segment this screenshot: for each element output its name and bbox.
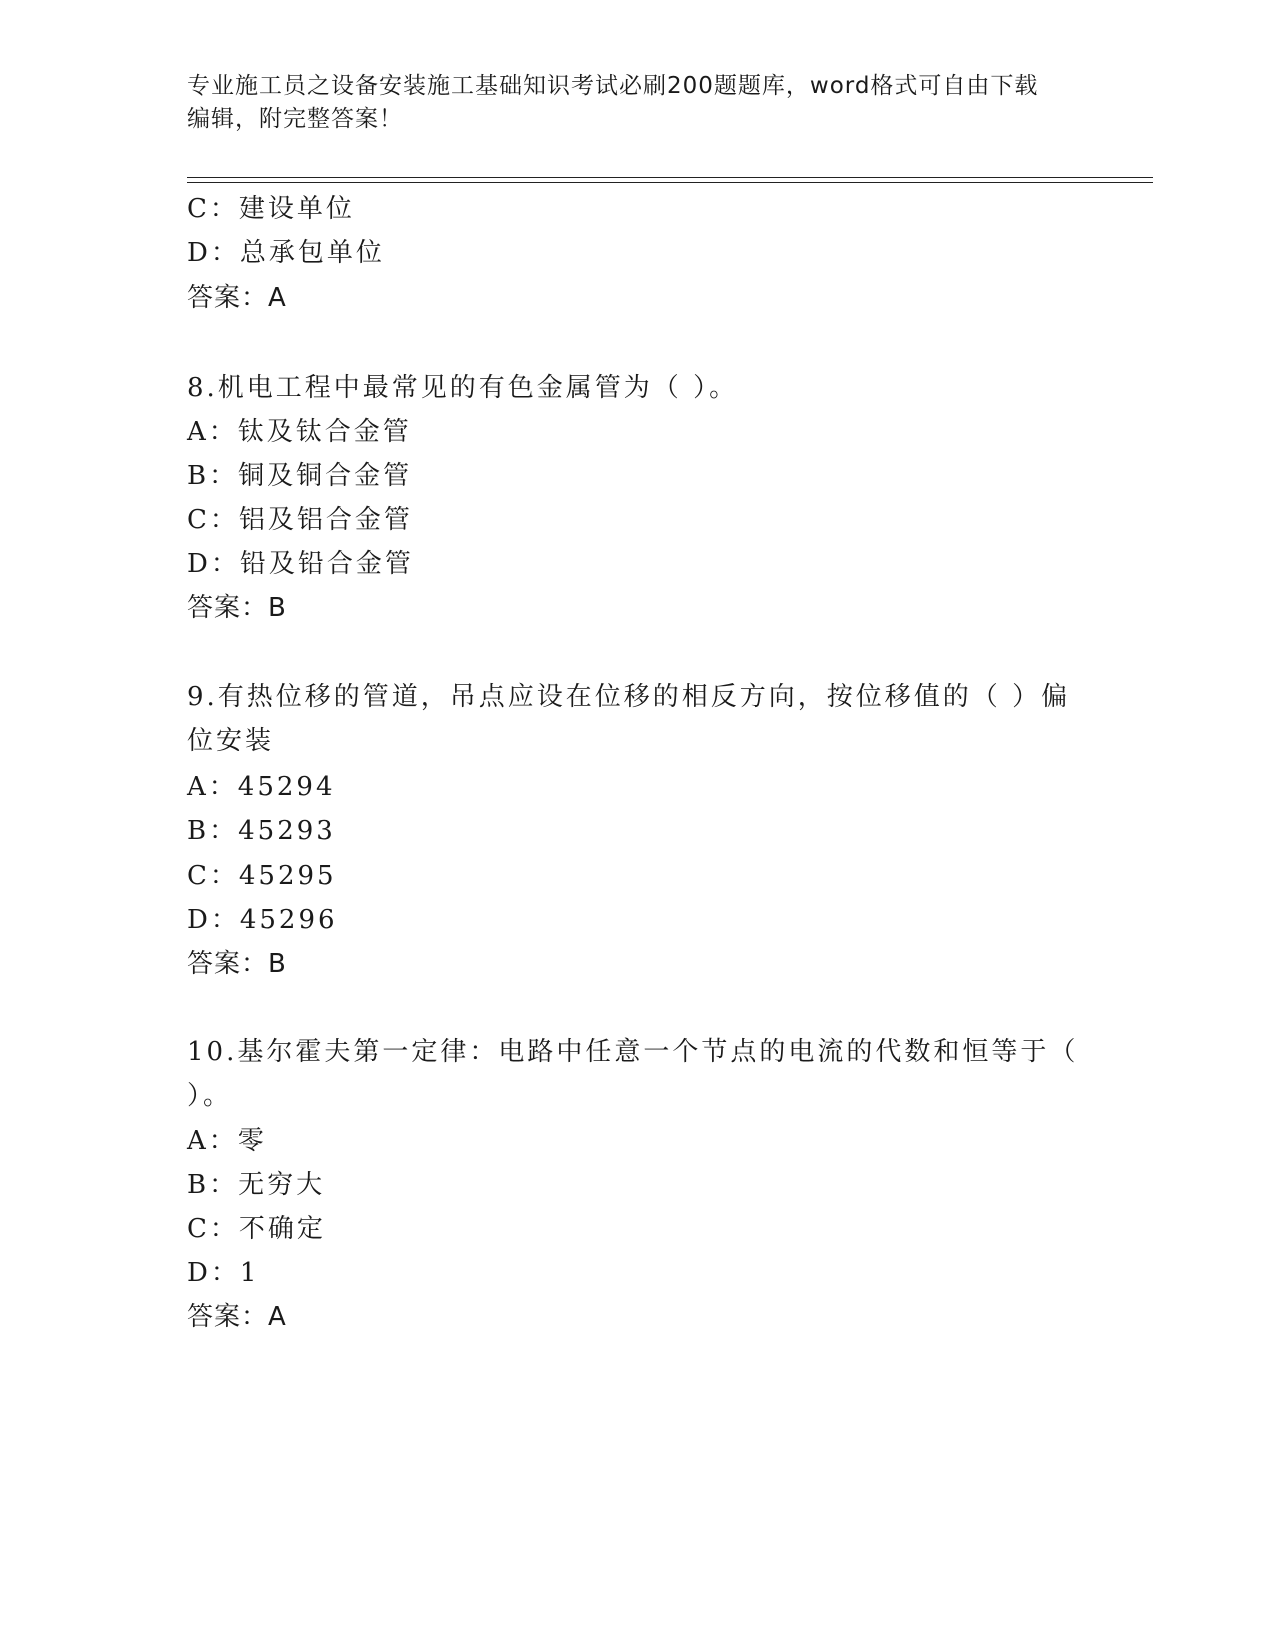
answer: 答案：B (187, 593, 287, 623)
document-title (187, 70, 1087, 136)
option-c: C：45295 (187, 861, 337, 891)
option-c: C：铝及铝合金管 (187, 505, 413, 535)
header-rule-top (187, 177, 1153, 178)
option-b: B：无穷大 (187, 1170, 326, 1200)
option-d: D：铅及铅合金管 (187, 549, 414, 579)
header-rule-bottom (187, 182, 1153, 183)
option-b: B：45293 (187, 816, 336, 846)
title-line-1: 专业施工员之设备安装施工基础知识考试必刷200题题库，word格式可自由下载 (187, 73, 1039, 99)
question-stem-line-2: ）。 (187, 1081, 233, 1111)
question-stem-line-1: 9.有热位移的管道，吊点应设在位移的相反方向，按位移值的（ ）偏 (187, 682, 1071, 712)
option-d: D：1 (187, 1258, 260, 1288)
answer: 答案：A (187, 283, 287, 313)
option-b: B：铜及铜合金管 (187, 461, 413, 491)
title-line-2: 编辑，附完整答案！ (187, 106, 403, 132)
option-a: A：零 (187, 1126, 267, 1156)
option-a: A：钛及钛合金管 (187, 417, 412, 447)
option-a: A：45294 (187, 772, 336, 802)
option-d: D：总承包单位 (187, 238, 385, 268)
option-c: C：建设单位 (187, 194, 355, 224)
option-c: C：不确定 (187, 1214, 326, 1244)
question-stem-line-2: 位安装 (187, 726, 275, 756)
answer: 答案：A (187, 1302, 287, 1332)
question-stem: 8.机电工程中最常见的有色金属管为（ ）。 (187, 373, 739, 403)
answer: 答案：B (187, 949, 287, 979)
option-d: D：45296 (187, 905, 338, 935)
question-stem-line-1: 10.基尔霍夫第一定律：电路中任意一个节点的电流的代数和恒等于（ (187, 1037, 1079, 1067)
